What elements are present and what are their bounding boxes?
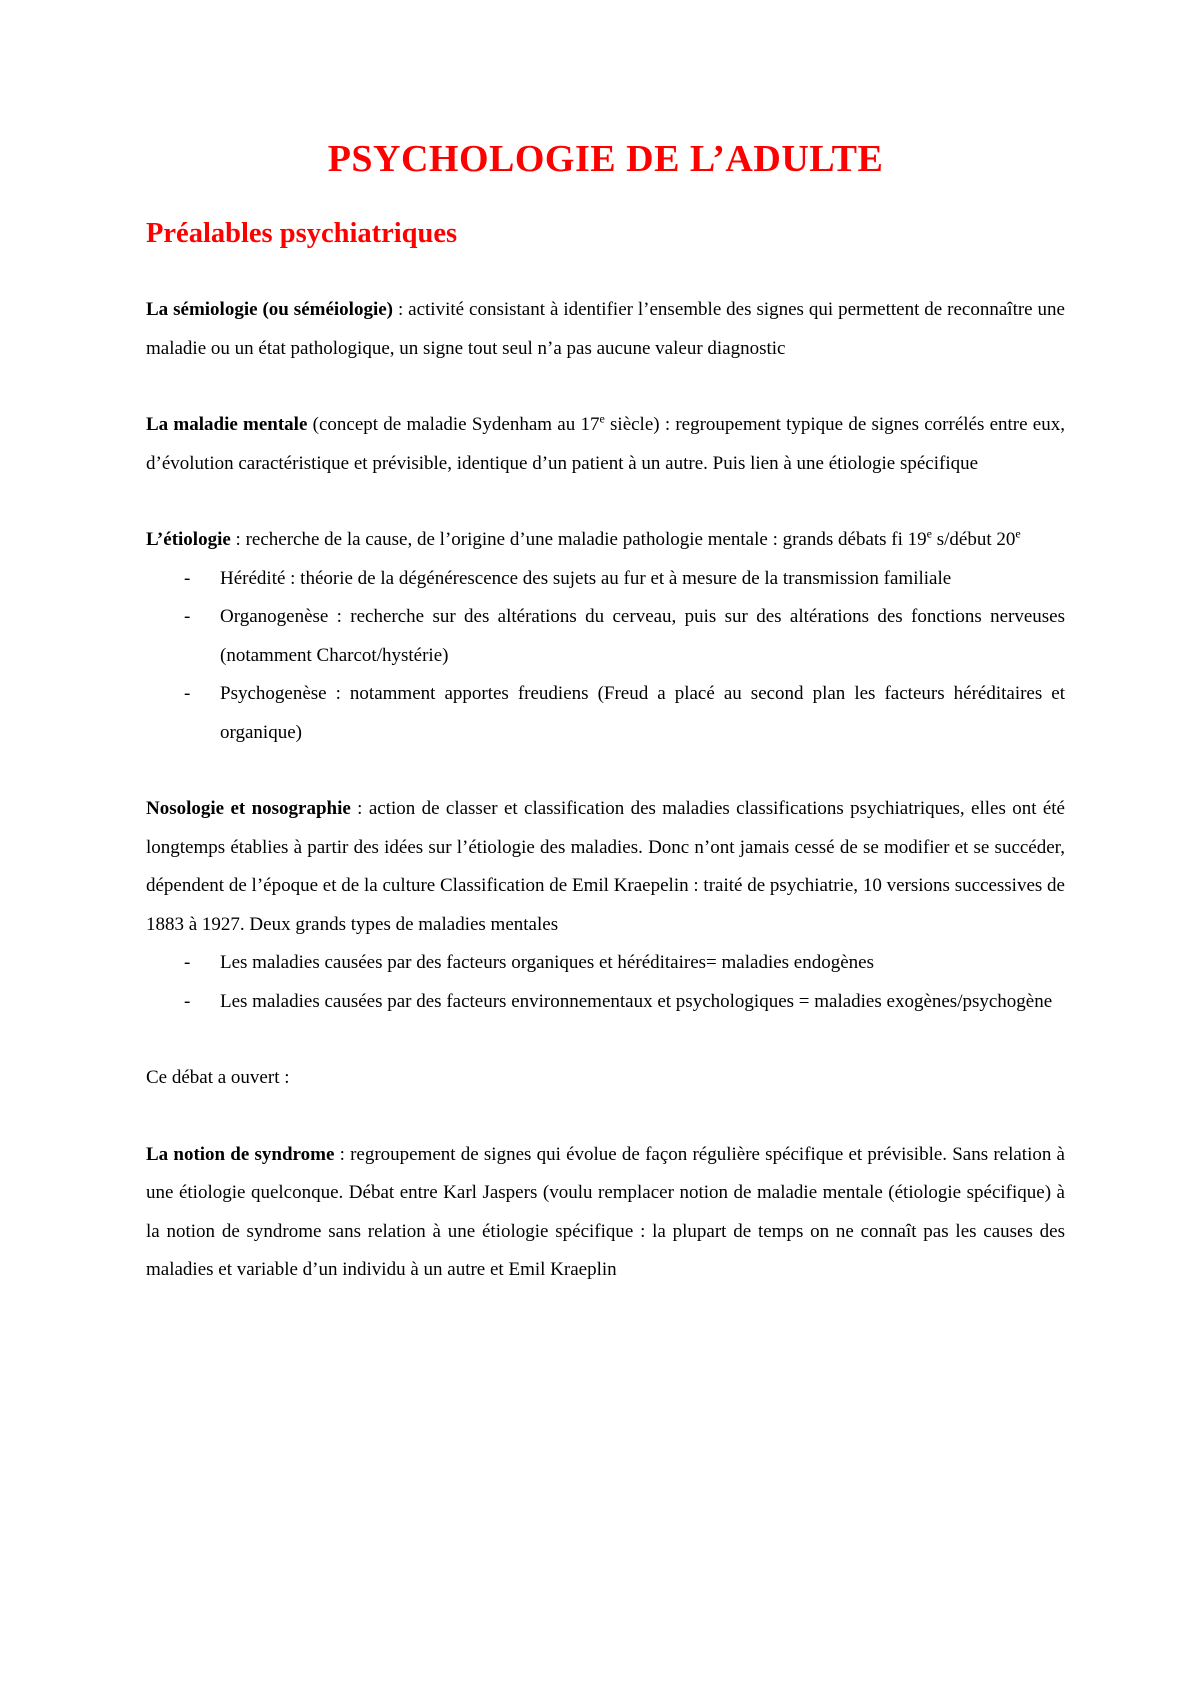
definition-syndrome: : regroupement de signes qui évolue de façon régulière spécifique et prévisible. Sans relation à une étiologie quelconque. Débat entre Karl Jaspers (voulu remplacer notion de maladie mentale (étiologie spécifique) à la notion de syndrome sans relation à une étiologie spécifique : la plupart de temps on ne connaît pas les causes des maladies et variable d’un individu à un autre et Emil Kraeplin [146, 1143, 1065, 1280]
list-item: - Les maladies causées par des facteurs environnementaux et psychologiques = maladies exogènes/psychogène [146, 983, 1065, 1022]
definition-semiologie: : activité consistant à identifier l’ensemble des signes qui permettent de reconnaître une maladie ou un état pathologique, un signe tout seul n’a pas aucune valeur diagnostic [146, 299, 1065, 359]
definition-nosologie: : action de classer et classification des maladies classifications psychiatriques, elles ont été longtemps établies à partir des idées sur l’étiologie des maladies. Donc n’ont jamais cessé de se modifier et se succéder, dépendent de l’époque et de la culture Classification de Emil Kraepelin : traité de psychiatrie, 10 versions successives de 1883 à 1927. Deux grands types de maladies mentales [146, 798, 1065, 935]
term-nosologie: Nosologie et nosographie [146, 798, 351, 819]
paragraph-nosologie [146, 790, 1065, 944]
term-syndrome: La notion de syndrome [146, 1143, 335, 1165]
superscript-19e: e [926, 526, 932, 541]
superscript-20e: e [1015, 526, 1021, 541]
list-item: - Organogenèse : recherche sur des altérations du cerveau, puis sur des altérations des fonctions nerveuses (notamment Charcot/hystérie) [146, 598, 1065, 675]
definition-etiologie-part1: : recherche de la cause, de l’origine d’une maladie pathologie mentale : grands débats fi 19 [230, 529, 927, 550]
paragraph-syndrome [146, 1136, 1065, 1290]
list-item: - Psychogenèse : notamment apportes freudiens (Freud a placé au second plan les facteurs héréditaires et organique) [146, 675, 1065, 752]
list-item: - Hérédité : théorie de la dégénérescence des sujets au fur et à mesure de la transmission familiale [146, 560, 1065, 599]
paragraph-semiologie [146, 291, 1065, 368]
list-nosologie [146, 944, 1065, 1021]
term-maladie-mentale: La maladie mentale [146, 414, 308, 435]
paragraph-etiologie [146, 521, 1065, 560]
term-semiologie: La sémiologie (ou séméiologie) [146, 299, 393, 320]
document-title: PSYCHOLOGIE DE L’ADULTE [327, 138, 884, 180]
document-body [146, 140, 1065, 1290]
paragraph-maladie-mentale [146, 406, 1065, 483]
list-item: - Les maladies causées par des facteurs organiques et héréditaires= maladies endogènes [146, 944, 1065, 983]
list-etiologie [146, 560, 1065, 753]
definition-maladie-mentale-part1: (concept de maladie Sydenham au 17 [307, 414, 600, 435]
definition-etiologie-part2: s/début 20 [931, 529, 1016, 550]
term-etiologie: L’étiologie [146, 529, 231, 550]
paragraph-debat: Ce débat a ouvert : [146, 1067, 290, 1088]
definition-maladie-mentale-part2: siècle) : regroupement typique de signes corrélés entre eux, d’évolution caractéristique et prévisible, identique d’un patient à un autre. Puis lien à une étiologie spécifique [146, 414, 1065, 474]
section-title: Préalables psychiatriques [146, 218, 458, 249]
superscript-siecle: e [599, 411, 605, 426]
